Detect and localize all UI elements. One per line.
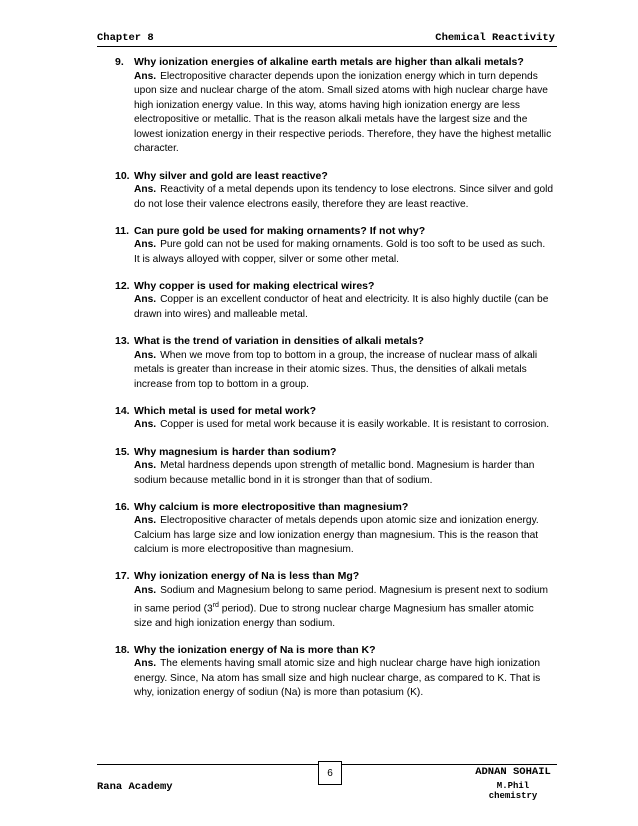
- question-text: Why silver and gold are least reactive?: [134, 169, 328, 182]
- question-number: 15.: [115, 445, 130, 458]
- answer-line: in same period (3: [134, 602, 213, 614]
- page-header: [97, 30, 557, 46]
- answer-line: period). Due to strong nuclear charge Magnesium has smaller atomic: [218, 602, 534, 614]
- question-number: 14.: [115, 404, 130, 417]
- answer-line: drawn into wires) and malleable metal.: [134, 309, 308, 321]
- answer-line: size and high ionization energy than sodium.: [134, 617, 336, 629]
- question-number: 11.: [115, 224, 130, 237]
- question: [115, 225, 585, 239]
- question-number: 16.: [115, 500, 130, 513]
- answer-line: Metal hardness depends upon strength of metallic bond. Magnesium is harder than: [160, 460, 535, 471]
- academy-name: Rana Academy: [97, 781, 173, 793]
- ans-label: Ans.: [134, 184, 157, 196]
- ans-label: Ans.: [134, 239, 157, 251]
- answer-line: why, ionization energy of sodiun (Na) is more than potasium (K).: [134, 687, 424, 699]
- question-text: Can pure gold be used for making ornaments? If not why?: [134, 224, 426, 237]
- question-number: 17.: [115, 570, 130, 583]
- ans-label: Ans.: [134, 584, 157, 596]
- question-text: Why ionization energy of Na is less than Mg?: [134, 570, 360, 583]
- qa-item-18: [115, 644, 585, 701]
- qa-item-13: [115, 335, 585, 392]
- answer-line: character.: [134, 143, 179, 155]
- answer-line: Copper is used for metal work because it is easily workable. It is resistant to corrosion.: [160, 419, 550, 431]
- question: [115, 170, 585, 184]
- question-number: 9.: [115, 56, 124, 68]
- answer-line: upon size and nuclear charge of the atom. Small sized atoms with high nuclear charge have: [134, 85, 548, 97]
- ans-label: Ans.: [134, 515, 157, 527]
- qa-item-12: [115, 280, 585, 323]
- question: [115, 335, 585, 349]
- chapter-title: Chemical Reactivity: [435, 32, 555, 44]
- ans-label: Ans.: [134, 294, 157, 306]
- answer-line: increase from top to bottom in a group.: [134, 378, 309, 390]
- question: [115, 644, 585, 658]
- answer-line: When we move from top to bottom in a group, the increase of nuclear mass of alkali: [160, 349, 538, 361]
- question-text: Why copper is used for making electrical wires?: [134, 279, 375, 292]
- question-text: Why calcium is more electropositive than magnesium?: [134, 500, 409, 513]
- question-number: 13.: [115, 335, 130, 348]
- answer: [115, 183, 585, 212]
- question: [115, 501, 585, 515]
- answer: [115, 238, 585, 267]
- answer-line: The elements having small atomic size and high nuclear charge have high ionization: [160, 658, 541, 670]
- ans-label: Ans.: [134, 419, 157, 431]
- answer-line: electropositive or metallic. That is the reason alkali metals have the largest size and the: [134, 114, 528, 126]
- qa-item-17: [115, 570, 585, 631]
- question: [115, 446, 585, 460]
- ans-label: Ans.: [134, 460, 157, 471]
- answer-line: Electropositive character depends upon the ionization energy which in turn depends: [160, 70, 538, 82]
- answer: [115, 70, 585, 158]
- question-text: What is the trend of variation in densities of alkali metals?: [134, 335, 424, 348]
- answer-line: lowest ionization energy in their respective periods. Therefore, they have the highest metallic: [134, 128, 552, 140]
- question-text: Why ionization energies of alkaline earth metals are higher than alkali metals?: [134, 56, 524, 68]
- answer-line: energy. Since, Na atom has small size and high nuclear charge, as compared to K. That is: [134, 672, 541, 684]
- question: [115, 56, 585, 70]
- answer-line: sodium because metallic bond in it is stronger than that of sodium.: [134, 474, 433, 486]
- question: [115, 570, 585, 584]
- question-text: Why magnesium is harder than sodium?: [134, 445, 337, 458]
- answer: [115, 459, 585, 488]
- answer: [115, 293, 585, 322]
- answer-line: Copper is an excellent conductor of heat and electricity. It is also highly ductile (can be: [160, 294, 549, 306]
- answer-line: do not lose their valence electrons easily, therefore they are least reactive.: [134, 198, 469, 210]
- answer: [115, 514, 585, 558]
- answer: [115, 418, 585, 433]
- answer-line: metals is greater than increase in their atomic sizes. Thus, the densities of alkali metals: [134, 364, 527, 376]
- qa-item-11: [115, 225, 585, 268]
- answer-line: calcium is more electropositive than magnesium.: [134, 544, 354, 556]
- answer-line: Sodium and Magnesium belong to same period. Magnesium is present next to sodium: [160, 584, 548, 596]
- answer: [115, 657, 585, 701]
- question-number: 10.: [115, 169, 130, 182]
- question-number: 18.: [115, 643, 130, 656]
- page-number: 6: [318, 761, 342, 785]
- author-degree: M.Phil chemistry: [488, 781, 538, 801]
- chapter-label: Chapter 8: [97, 32, 154, 44]
- question: [115, 405, 585, 419]
- qa-item-9: [115, 56, 585, 157]
- answer-line: high ionization energy value. In this way, atoms having high ionization energy are less: [134, 99, 521, 111]
- qa-item-15: [115, 446, 585, 489]
- ans-label: Ans.: [134, 70, 157, 82]
- qa-item-10: [115, 170, 585, 213]
- author-name: ADNAN SOHAIL: [475, 766, 551, 778]
- qa-item-16: [115, 501, 585, 558]
- answer-line: Electropositive character of metals depends upon atomic size and ionization energy.: [160, 515, 539, 527]
- ans-label: Ans.: [134, 658, 157, 670]
- answer: [115, 349, 585, 393]
- answer-line: Reactivity of a metal depends upon its tendency to lose electrons. Since silver and gold: [160, 184, 554, 196]
- superscript: rd: [212, 601, 219, 609]
- question-text: Which metal is used for metal work?: [134, 404, 317, 417]
- answer-line: Pure gold can not be used for making ornaments. Gold is too soft to be used as such.: [160, 239, 546, 251]
- question-list: [115, 56, 585, 713]
- answer: [115, 584, 585, 631]
- header-divider: [97, 46, 557, 47]
- question-number: 12.: [115, 279, 130, 292]
- answer-line: Calcium has large size and low ionization energy than magnesium. This is the reason that: [134, 529, 539, 541]
- question: [115, 280, 585, 294]
- answer-line: It is always alloyed with copper, silver or some other metal.: [134, 253, 399, 265]
- qa-item-14: [115, 405, 585, 433]
- ans-label: Ans.: [134, 349, 157, 361]
- question-text: Why the ionization energy of Na is more than K?: [134, 643, 376, 656]
